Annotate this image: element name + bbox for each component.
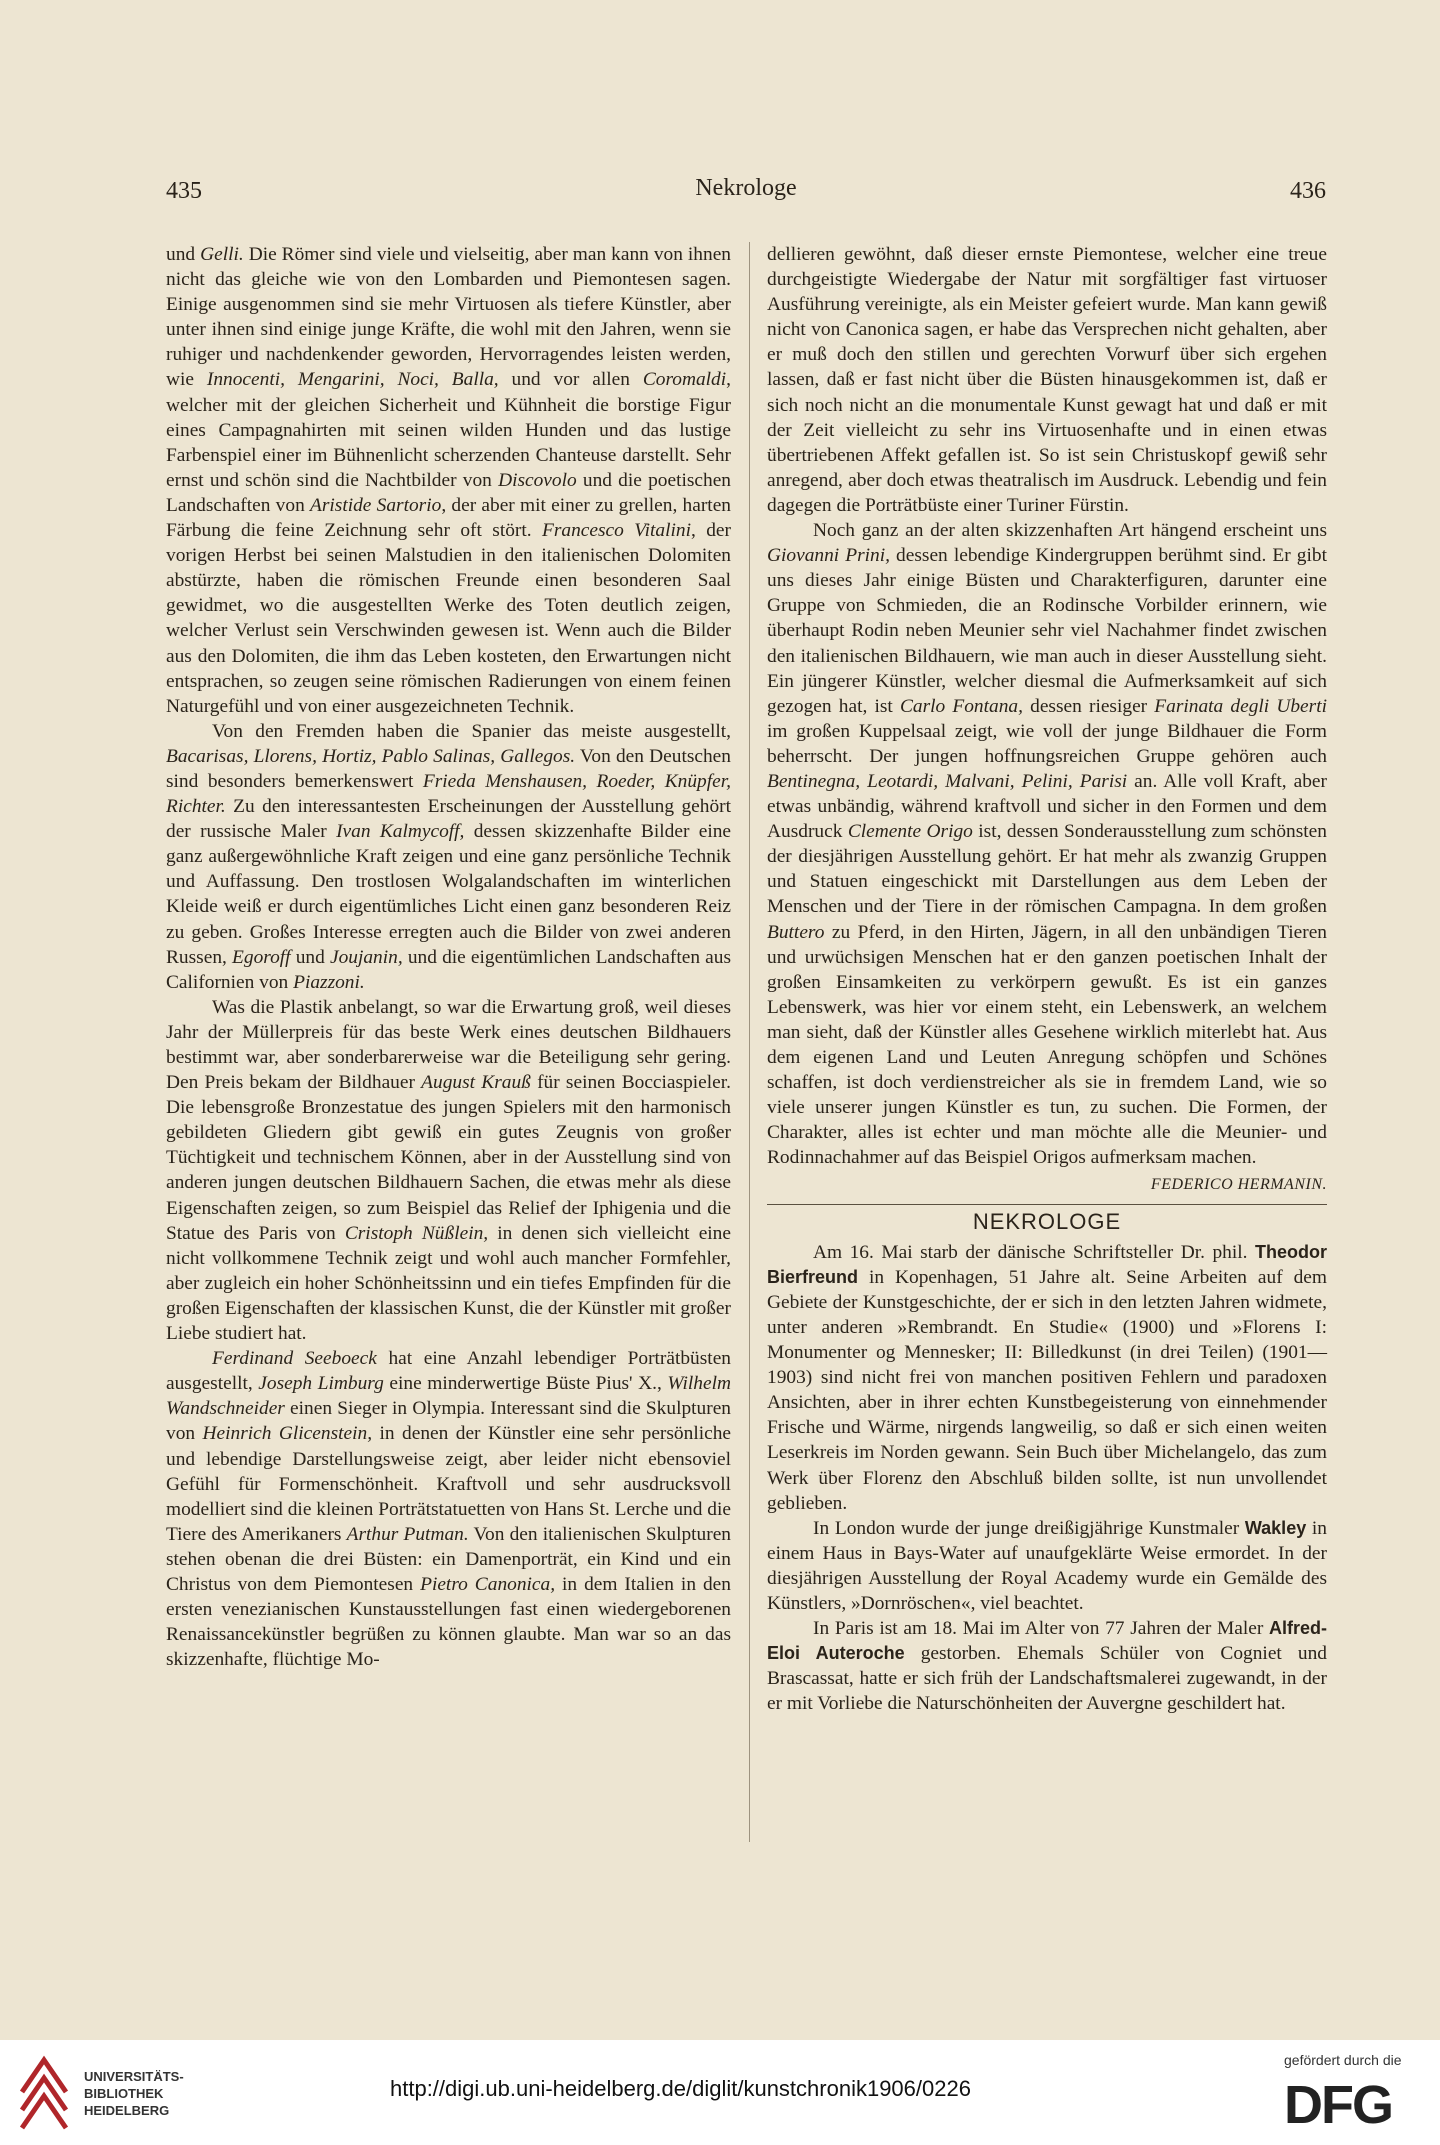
author-signature: FEDERICO HERMANIN.: [1150, 1176, 1327, 1194]
running-header: [166, 175, 1326, 214]
left-column: [166, 242, 731, 1672]
right-column: [767, 242, 1327, 1716]
page-number-right: 436: [1290, 178, 1326, 204]
paragraph: und Gelli. Die Römer sind viele und vielseitig, aber man kann von ihnen nicht das gleiche wie von den Lombarden und Piemontesen sagen. Einige ausgenommen sind sie mehr Virtuosen als tiefere Künstler, aber unter ihnen sind einige junge Kräfte, die wohl mit den Jahren, wenn sie ruhiger und nachdenkender geworden, Hervorragendes leisten werden, wie Innocenti, Mengarini, Noci, Balla, und vor allen Coromaldi, welcher mit der gleichen Sicherheit und Kühnheit die borstige Figur eines Campagnahirten mit seinen wilden Hunden und das lustige Farbenspiel einer im Bühnenlicht scherzenden Chanteuse darstellt. Sehr ernst und schön sind die Nachtbilder von Discovolo und die poetischen Landschaften von Aristide Sartorio, der aber mit einer zu grellen, harten Färbung die feine Zeichnung sehr oft stört. Francesco Vitalini, der vorigen Herbst bei seinen Malstudien in den italienischen Dolomiten abstürzte, haben die römischen Freunde einen besonderen Saal gewidmet, wo die ausgestellten Werke des Toten deutlich zeigen, welcher Verlust sein Verschwinden gewesen ist. Wenn auch die Bilder aus den Dolomiten, die ihm das Leben kosteten, den Erwartungen nicht entsprachen, so zeugen seine römischen Radierungen von einem feinen Naturgefühl und von einer ausgezeichneten Technik.: [166, 244, 731, 717]
university-library-logo-icon: [16, 2052, 72, 2132]
paragraph: dellieren gewöhnt, daß dieser ernste Piemontese, welcher eine treue durchgeistigte Wiedergabe der Natur mit sorgfältiger fast virtuoser Ausführung vereinigte, als ein Meister gefeiert wurde. Man kann gewiß nicht von Canonica sagen, er habe das Versprechen nicht gehalten, aber er muß doch den stillen und gerechten Vorwurf über sich ergehen lassen, daß er fast nicht über die Büsten hinausgekommen ist, daß er sich noch nicht an die monumentale Kunst gewagt hat und daß er mit der Zeit vielleicht zu sehr ins Virtuosenhafte und in einen etwas übertriebenen Affekt gefallen ist. So ist sein Christuskopf gewiß sehr anregend, aber doch etwas theatralisch im Ausdruck. Lebendig und fein dagegen die Porträtbüste einer Turiner Fürstin.: [767, 244, 1327, 516]
funding-text: gefördert durch die: [1284, 2052, 1402, 2068]
obituaries: [767, 1240, 1327, 1717]
section-title: NEKROLOGE: [972, 1208, 1122, 1234]
page-number-left: 435: [166, 178, 202, 204]
paragraph: Von den Fremden haben die Spanier das meiste ausgestellt, Bacarisas, Llorens, Hortiz, Pablo Salinas, Gallegos. Von den Deutschen sind besonders bemerkenswert Frieda Menshausen, Roeder, Knüpfer, Richter. Zu den interessantesten Erscheinungen der Ausstellung gehört der russische Maler Ivan Kalmycoff, dessen skizzenhafte Bilder eine ganz außergewöhnliche Kraft zeigen und eine ganz persönliche Technik und Auffassung. Den trostlosen Wolgalandschaften im winterlichen Kleide weiß er durch eigentümliches Licht einen ganz besonderen Reiz zu geben. Großes Interesse erregten auch die Bilder von zwei anderen Russen, Egoroff und Joujanin, und die eigentümlichen Landschaften aus Californien von Piazzoni.: [166, 720, 732, 993]
library-name: UNIVERSITÄTS- BIBLIOTHEK HEIDELBERG: [84, 2069, 184, 2118]
paragraph: Ferdinand Seeboeck hat eine Anzahl lebendiger Porträtbüsten ausgestellt, Joseph Limburg eine minderwertige Büste Pius' X., Wilhelm Wandschneider einen Sieger in Olympia. Interessant sind die Skulpturen von Heinrich Glicenstein, in denen der Künstler eine sehr persönliche und lebendige Darstellungsweise zeigt, aber leider nicht ebensoviel Gefühl für Formenschönheit. Kraftvoll und sehr ausdrucksvoll modelliert sind die kleinen Porträtstatuetten von Hans St. Lerche und die Tiere des Amerikaners Arthur Putman. Von den italienischen Skulpturen stehen obenan die drei Büsten: ein Damenporträt, ein Kind und ein Christus von dem Piemontesen Pietro Canonica, in dem Italien in den ersten venezianischen Kunstausstellungen fast einen wiedergeborenen Renaissancekünstler begrüßen zu können glaubte. Man war so an das skizzenhafte, flüchtige Mo-: [166, 1348, 732, 1671]
paragraph: Noch ganz an der alten skizzenhaften Art hängend erscheint uns Giovanni Prini, dessen lebendige Kindergruppen berühmt sind. Er gibt uns dieses Jahr einige Büsten und Charakterfiguren, darunter eine Gruppe von Schmieden, die an Rodinsche Vorbilder erinnern, wie überhaupt Rodin neben Meunier sehr viel Nachahmer findet zwischen den italienischen Bildhauern, wie man auch in dieser Ausstellung sieht. Ein jüngerer Künstler, welcher diesmal die Aufmerksamkeit auf sich gezogen hat, ist Carlo Fontana, dessen riesiger Farinata degli Uberti im großen Kuppelsaal zeigt, wie voll der junge Bildhauer die Form beherrscht. Der jungen hoffnungsreichen Gruppe gehören auch Bentinegna, Leotardi, Malvani, Pelini, Parisi an. Alle voll Kraft, aber etwas unbändig, während kraftvoll und sicher in den Formen und dem Ausdruck Clemente Origo ist, dessen Sonderausstellung zum schönsten der diesjährigen Ausstellung gehört. Er hat mehr als zwanzig Gruppen und Statuen eingeschickt mit Darstellungen aus dem Leben der Menschen und der Tiere in der römischen Campagna. In dem großen Buttero zu Pferd, in den Hirten, Jägern, in all den unbändigen Tieren und urwüchsigen Menschen hat er den ganzen poetischen Inhalt der großen Einsamkeiten zu verkörpern gewußt. Es ist ein ganzes Lebenswerk, was hier vor einem steht, ein Lebenswerk, an welchem man sieht, daß der Künstler alles Gesehene wirklich miterlebt hat. Aus dem eigenen Land und Leuten Anregung schöpfen und Schönes schaffen, ist doch verdienstreicher als sie in fremdem Land, wie so viele unserer jungen Künstler es tun, zu suchen. Die Formen, der Charakter, alles ist echter und man möchte alle die Meunier- und Rodinnachahmer auf das Beispiel Origos aufmerksam machen.: [767, 520, 1327, 1169]
paragraph: In Paris ist am 18. Mai im Alter von 77 Jahren der Maler Alfred-Eloi Auteroche gestorben. Ehemals Schüler von Cogniet und Brascassat, hatte er sich früh der Landschaftsmalerei zugewandt, in der er mit Vorliebe die Naturschönheiten der Auvergne geschildert hat.: [767, 1618, 1327, 1715]
article-continuation: [767, 242, 1327, 1170]
dfg-logo: DFG: [1284, 2075, 1392, 2135]
paragraph: Was die Plastik anbelangt, so war die Erwartung groß, weil dieses Jahr der Müllerpreis für das beste Werk eines deutschen Bildhauers bestimmt war, aber sonderbarerweise war die Beteiligung sehr gering. Den Preis bekam der Bildhauer August Krauß für seinen Bocciaspieler. Die lebensgroße Bronzestatue des jungen Spielers mit den harmonisch gebildeten Gliedern gibt gewiß ein gutes Zeugnis von großer Tüchtigkeit und technischem Können, aber in der Ausstellung sind von anderen jungen deutschen Bildhauern Sachen, die etwas mehr als diese Eigenschaften zeigen, so zum Beispiel das Relief der Iphigenia und die Statue des Paris von Cristoph Nüßlein, in denen sich vielleicht eine nicht vollkommene Technik zeigt und wohl auch mancher Formfehler, aber zugleich ein hoher Schönheitssinn und ein tiefes Empfinden für die großen Eigenschaften der klassischen Kunst, die der Künstler mit großer Liebe studiert hat.: [166, 996, 731, 1345]
paragraph: In London wurde der junge dreißigjährige Kunstmaler Wakley in einem Haus in Bays-Water auf unaufgeklärte Weise ermordet. In der diesjährigen Ausstellung der Royal Academy wurde ein Gemälde des Künstlers, »Dornröschen«, viel beachtet.: [767, 1517, 1327, 1614]
permalink-url[interactable]: http://digi.ub.uni-heidelberg.de/diglit/kunstchronik1906/0226: [390, 2076, 971, 2101]
section-rule: [767, 1204, 1327, 1205]
footer-bar: [0, 2040, 1440, 2145]
column-divider: [749, 242, 750, 1842]
paragraph: Am 16. Mai starb der dänische Schriftsteller Dr. phil. Theodor Bierfreund in Kopenhagen, 51 Jahre alt. Seine Arbeiten auf dem Gebiete der Kunstgeschichte, der er sich in den letzten Jahren widmete, unter anderen »Rembrandt. En Studie« (1900) und »Florens I: Monumenter og Mennesker; II: Billedkunst (in drei Teilen) (1901—1903) sind nicht frei von manchen positiven Fehlern und paradoxen Ansichten, aber in ihrer echten Kunstbegeisterung von einnehmender Frische und Wärme, nirgends langweilig, so daß er sich einen weiten Leserkreis im Norden gewann. Sein Buch über Michelangelo, das zum Werk über Florenz den Abschluß bilden sollte, ist nun unvollendet geblieben.: [767, 1241, 1327, 1514]
running-title: Nekrologe: [695, 175, 797, 201]
